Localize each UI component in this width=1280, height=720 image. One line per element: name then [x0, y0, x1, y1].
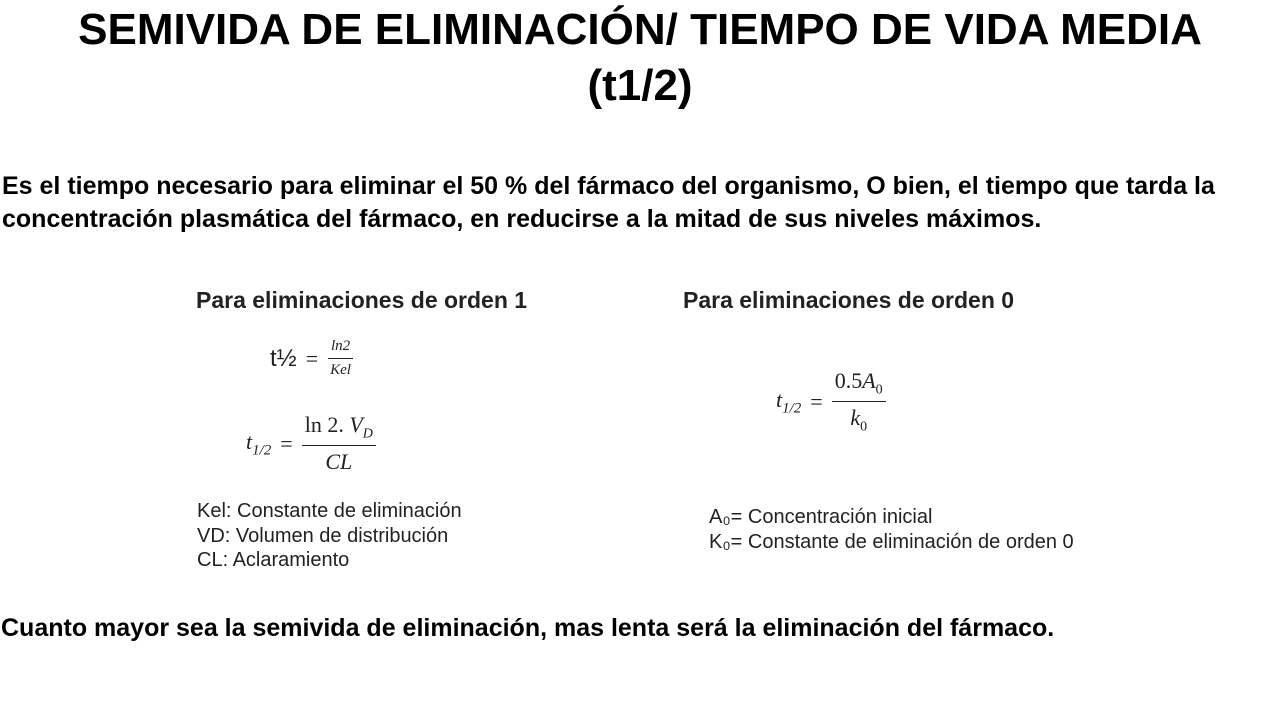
conclusion-paragraph: Cuanto mayor sea la semivida de eliminación, mas lenta será la eliminación del fármaco.: [1, 614, 1055, 642]
equals-sign: =: [280, 430, 293, 456]
numerator: ln 2. $V_D$: [302, 412, 376, 446]
numerator: ln2: [328, 338, 353, 359]
order1-formula-kel: [270, 338, 354, 379]
formula-lhs: $t_{1/2}$: [776, 386, 802, 417]
fraction: [327, 338, 354, 379]
denominator: $k_0$: [850, 405, 868, 435]
title-line-2: (t1/2): [587, 61, 693, 110]
order0-heading: Para eliminaciones de orden 0: [683, 287, 1015, 313]
legend-item: K₀= Constante de eliminación de orden 0: [709, 530, 1074, 553]
order1-legend: [197, 499, 462, 573]
order0-formula: [776, 368, 886, 436]
legend-item: CL: Aclaramiento: [197, 549, 350, 571]
denominator: Kel: [330, 362, 351, 378]
fraction: [302, 412, 376, 475]
equals-sign: =: [305, 345, 319, 371]
order1-formula-clearance: [246, 412, 376, 475]
legend-item: A₀= Concentración inicial: [709, 506, 933, 528]
formula-lhs: t½: [270, 344, 297, 372]
legend-item: VD: Volumen de distribución: [197, 524, 449, 547]
title-line-1: SEMIVIDA DE ELIMINACIÓN/ TIEMPO DE VIDA MEDIA: [78, 5, 1202, 54]
equals-sign: =: [810, 388, 823, 414]
order1-heading: Para eliminaciones de orden 1: [196, 287, 528, 313]
order0-legend: [709, 505, 1074, 554]
legend-item: Kel: Constante de eliminación: [197, 500, 462, 522]
formula-lhs: $t_{1/2}$: [246, 428, 272, 458]
definition-paragraph: Es el tiempo necesario para eliminar el 50 % del fármaco del organismo, O bien, el tiempo que tarda la concentración plasmática del fármaco, en reducirse a la mitad de sus niveles máximos.: [2, 172, 1215, 233]
fraction: [832, 368, 886, 436]
numerator: $0.5A_0$: [832, 368, 886, 402]
slide-title: [0, 2, 1280, 114]
denominator: CL: [325, 449, 353, 475]
